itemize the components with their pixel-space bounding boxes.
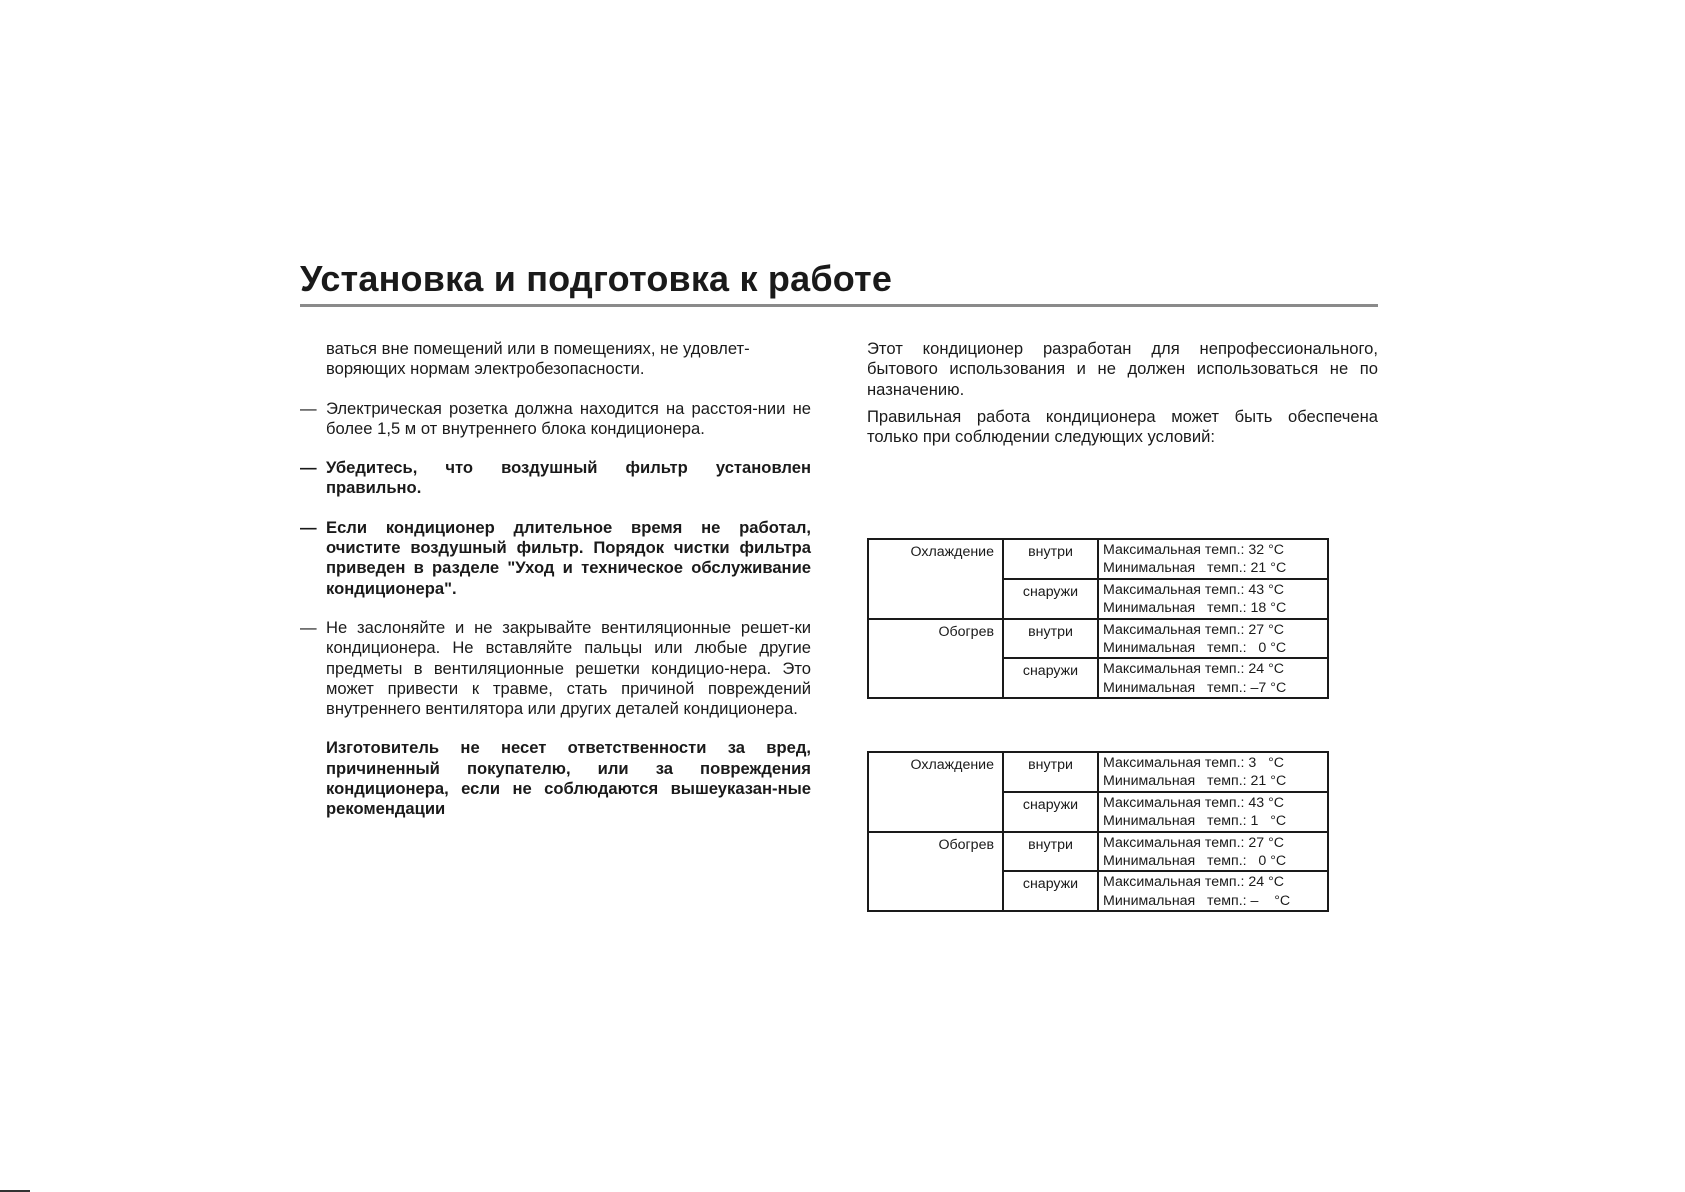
location-inside: внутри xyxy=(1003,539,1098,579)
dash-bullet: — xyxy=(300,458,317,478)
temp-values xyxy=(1098,658,1328,698)
min-temp: Минимальная темп.: 1 °C xyxy=(1103,813,1287,830)
conditions-table-2 xyxy=(867,751,1329,912)
conditions-table-1 xyxy=(867,538,1329,699)
max-temp: Максимальная темп.: 32 °C xyxy=(1103,542,1285,558)
dash-bullet: — xyxy=(300,517,317,537)
list-item xyxy=(300,618,811,719)
continued-line-2: воряющих нормам электробезопасности. xyxy=(326,359,645,379)
temp-values xyxy=(1098,619,1328,659)
temp-values xyxy=(1098,579,1328,619)
left-column xyxy=(300,339,811,820)
continued-line-1: ваться вне помещений или в помещениях, не удовлет- xyxy=(326,339,750,358)
min-temp: Минимальная темп.: 21 °C xyxy=(1103,773,1287,790)
temp-values xyxy=(1098,871,1328,911)
location-outside: снаружи xyxy=(1003,792,1098,832)
list-item xyxy=(300,458,811,499)
max-temp: Максимальная темп.: 24 °C xyxy=(1103,874,1285,891)
conditions-paragraph: Правильная работа кондиционера может быть обеспечена только при соблюдении следующих условий: xyxy=(867,406,1378,447)
location-outside: снаружи xyxy=(1003,871,1098,911)
min-temp: Минимальная темп.: 0 °C xyxy=(1103,640,1287,657)
mode-cooling: Охлаждение xyxy=(868,539,1003,619)
location-inside: внутри xyxy=(1003,619,1098,659)
continued-paragraph xyxy=(300,339,811,380)
max-temp: Максимальная темп.: 27 °C xyxy=(1103,621,1285,638)
right-column xyxy=(867,339,1378,447)
min-temp: Минимальная темп.: – °C xyxy=(1103,892,1291,909)
title-rule xyxy=(300,304,1378,307)
list-item-text: Не заслоняйте и не закрывайте вентиляционные решет-ки кондиционера. Не вставляйте пальцы или любые другие предметы в вентиляционные решетки кондицио-нера. Это может привести к травме, стать причиной повреждений внутреннего вентилятора или других деталей кондиционера. xyxy=(326,617,811,719)
min-temp: Минимальная темп.: 21 °C xyxy=(1103,560,1287,577)
list-item xyxy=(300,518,811,599)
min-temp: Минимальная темп.: 18 °C xyxy=(1103,600,1287,617)
temp-values xyxy=(1098,792,1328,832)
intro-paragraph: Этот кондиционер разработан для непрофессионального, бытового использования и не должен использоваться не по назначению. xyxy=(867,339,1378,399)
location-inside: внутри xyxy=(1003,752,1098,792)
location-outside: снаружи xyxy=(1003,658,1098,698)
dash-bullet: — xyxy=(300,398,317,418)
max-temp: Максимальная темп.: 3 °C xyxy=(1103,755,1285,771)
temp-values xyxy=(1098,539,1328,579)
min-temp: Минимальная темп.: –7 °C xyxy=(1103,679,1287,696)
max-temp: Максимальная темп.: 43 °C xyxy=(1103,581,1285,598)
max-temp: Максимальная темп.: 24 °C xyxy=(1103,661,1285,678)
list-item-text: Убедитесь, что воздушный фильтр установлен правильно. xyxy=(326,458,811,498)
list-item-text: Электрическая розетка должна находится на расстоя-нии не более 1,5 м от внутреннего блока кондиционера. xyxy=(326,398,811,438)
min-temp: Минимальная темп.: 0 °C xyxy=(1103,853,1287,870)
mode-heating: Обогрев xyxy=(868,832,1003,912)
mode-cooling: Охлаждение xyxy=(868,752,1003,832)
max-temp: Максимальная темп.: 27 °C xyxy=(1103,834,1285,851)
dash-bullet: — xyxy=(300,617,317,637)
warning-paragraph: Изготовитель не несет ответственности за вред, причиненный покупателю, или за повреждения кондиционера, если не соблюдаются вышеуказан-ные рекомендации xyxy=(326,738,811,819)
list-item xyxy=(300,399,811,440)
location-outside: снаружи xyxy=(1003,579,1098,619)
page-title: Установка и подготовка к работе xyxy=(300,258,893,299)
list-item-text: Если кондиционер длительное время не работал, очистите воздушный фильтр. Порядок чистки фильтра приведен в разделе "Уход и техническое обслуживание кондиционера". xyxy=(326,517,811,598)
temp-values xyxy=(1098,832,1328,872)
max-temp: Максимальная темп.: 43 °C xyxy=(1103,794,1285,811)
temp-values xyxy=(1098,752,1328,792)
location-inside: внутри xyxy=(1003,832,1098,872)
mode-heating: Обогрев xyxy=(868,619,1003,699)
